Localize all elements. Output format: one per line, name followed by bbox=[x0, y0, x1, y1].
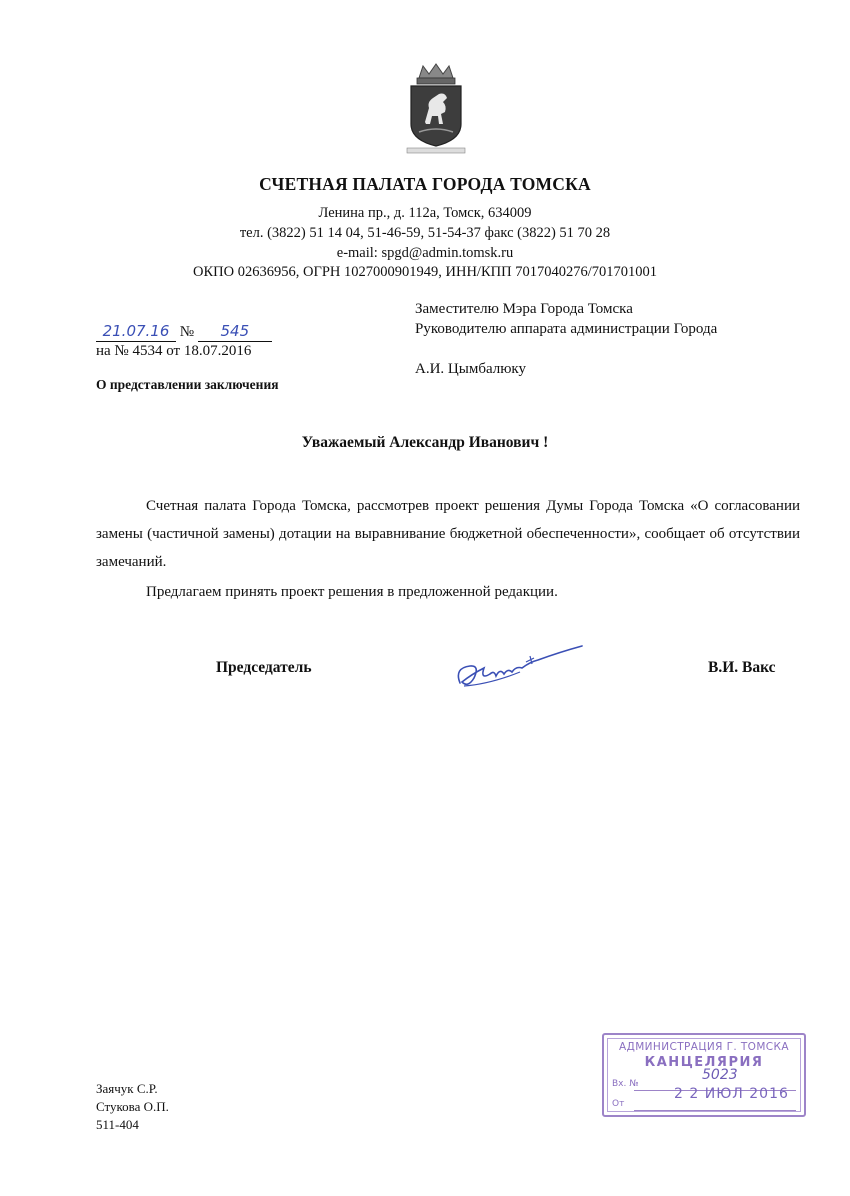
address: Ленина пр., д. 112а, Томск, 634009 bbox=[318, 205, 532, 221]
executor-2: Стукова О.П. bbox=[96, 1099, 169, 1114]
reply-reference: на № 4534 от 18.07.2016 bbox=[96, 343, 252, 359]
handwritten-signature-icon bbox=[450, 638, 590, 698]
stamp-in-label: Вх. № bbox=[612, 1079, 639, 1089]
outgoing-reference bbox=[96, 322, 272, 342]
recipient-line-1: Заместителю Мэра Города Томска bbox=[415, 301, 633, 317]
signatory-title: Председатель bbox=[216, 659, 312, 676]
paragraph-1: Счетная палата Города Томска, рассмотрев проект решения Думы Города Томска «О согласовании замены (частичной замены) дотации на выравнивание бюджетной обеспеченности», сообщает об отсутствии замечаний. bbox=[96, 498, 800, 570]
signatory-name: В.И. Вакс bbox=[708, 659, 776, 676]
email: e-mail: spgd@admin.tomsk.ru bbox=[336, 245, 514, 261]
letter-body bbox=[96, 492, 800, 606]
recipient-name: А.И. Цымбалюку bbox=[415, 361, 527, 377]
greeting: Уважаемый Александр Иванович ! bbox=[301, 434, 549, 451]
executor-phone: 511-404 bbox=[96, 1117, 139, 1132]
organization-name: СЧЕТНАЯ ПАЛАТА ГОРОДА ТОМСКА bbox=[259, 174, 591, 194]
stamp-organization: АДМИНИСТРАЦИЯ Г. ТОМСКА bbox=[619, 1041, 789, 1053]
handwritten-date: 21.07.16 bbox=[102, 322, 170, 340]
stamp-from-line bbox=[634, 1110, 796, 1111]
executor-1: Заячук С.Р. bbox=[96, 1081, 158, 1096]
number-label: № bbox=[179, 324, 195, 340]
tomsk-coat-of-arms-icon bbox=[405, 62, 467, 154]
registry-codes: ОКПО 02636956, ОГРН 1027000901949, ИНН/КПП 7017040276/701701001 bbox=[193, 264, 657, 280]
letter-subject: О представлении заключения bbox=[96, 377, 279, 392]
stamp-department: КАНЦЕЛЯРИЯ bbox=[644, 1055, 764, 1070]
stamp-from-label: От bbox=[612, 1099, 625, 1109]
handwritten-number: 545 bbox=[220, 322, 250, 340]
phones: тел. (3822) 51 14 04, 51-46-59, 51-54-37 факс (3822) 51 70 28 bbox=[239, 225, 611, 241]
executors bbox=[96, 1080, 169, 1134]
stamp-number: 5023 bbox=[702, 1067, 738, 1083]
registration-stamp bbox=[602, 1033, 806, 1117]
recipient-line-2: Руководителю аппарата администрации Города bbox=[415, 321, 718, 337]
stamp-date: 2 2 ИЮЛ 2016 bbox=[674, 1086, 789, 1102]
paragraph-2: Предлагаем принять проект решения в предложенной редакции. bbox=[146, 584, 558, 600]
